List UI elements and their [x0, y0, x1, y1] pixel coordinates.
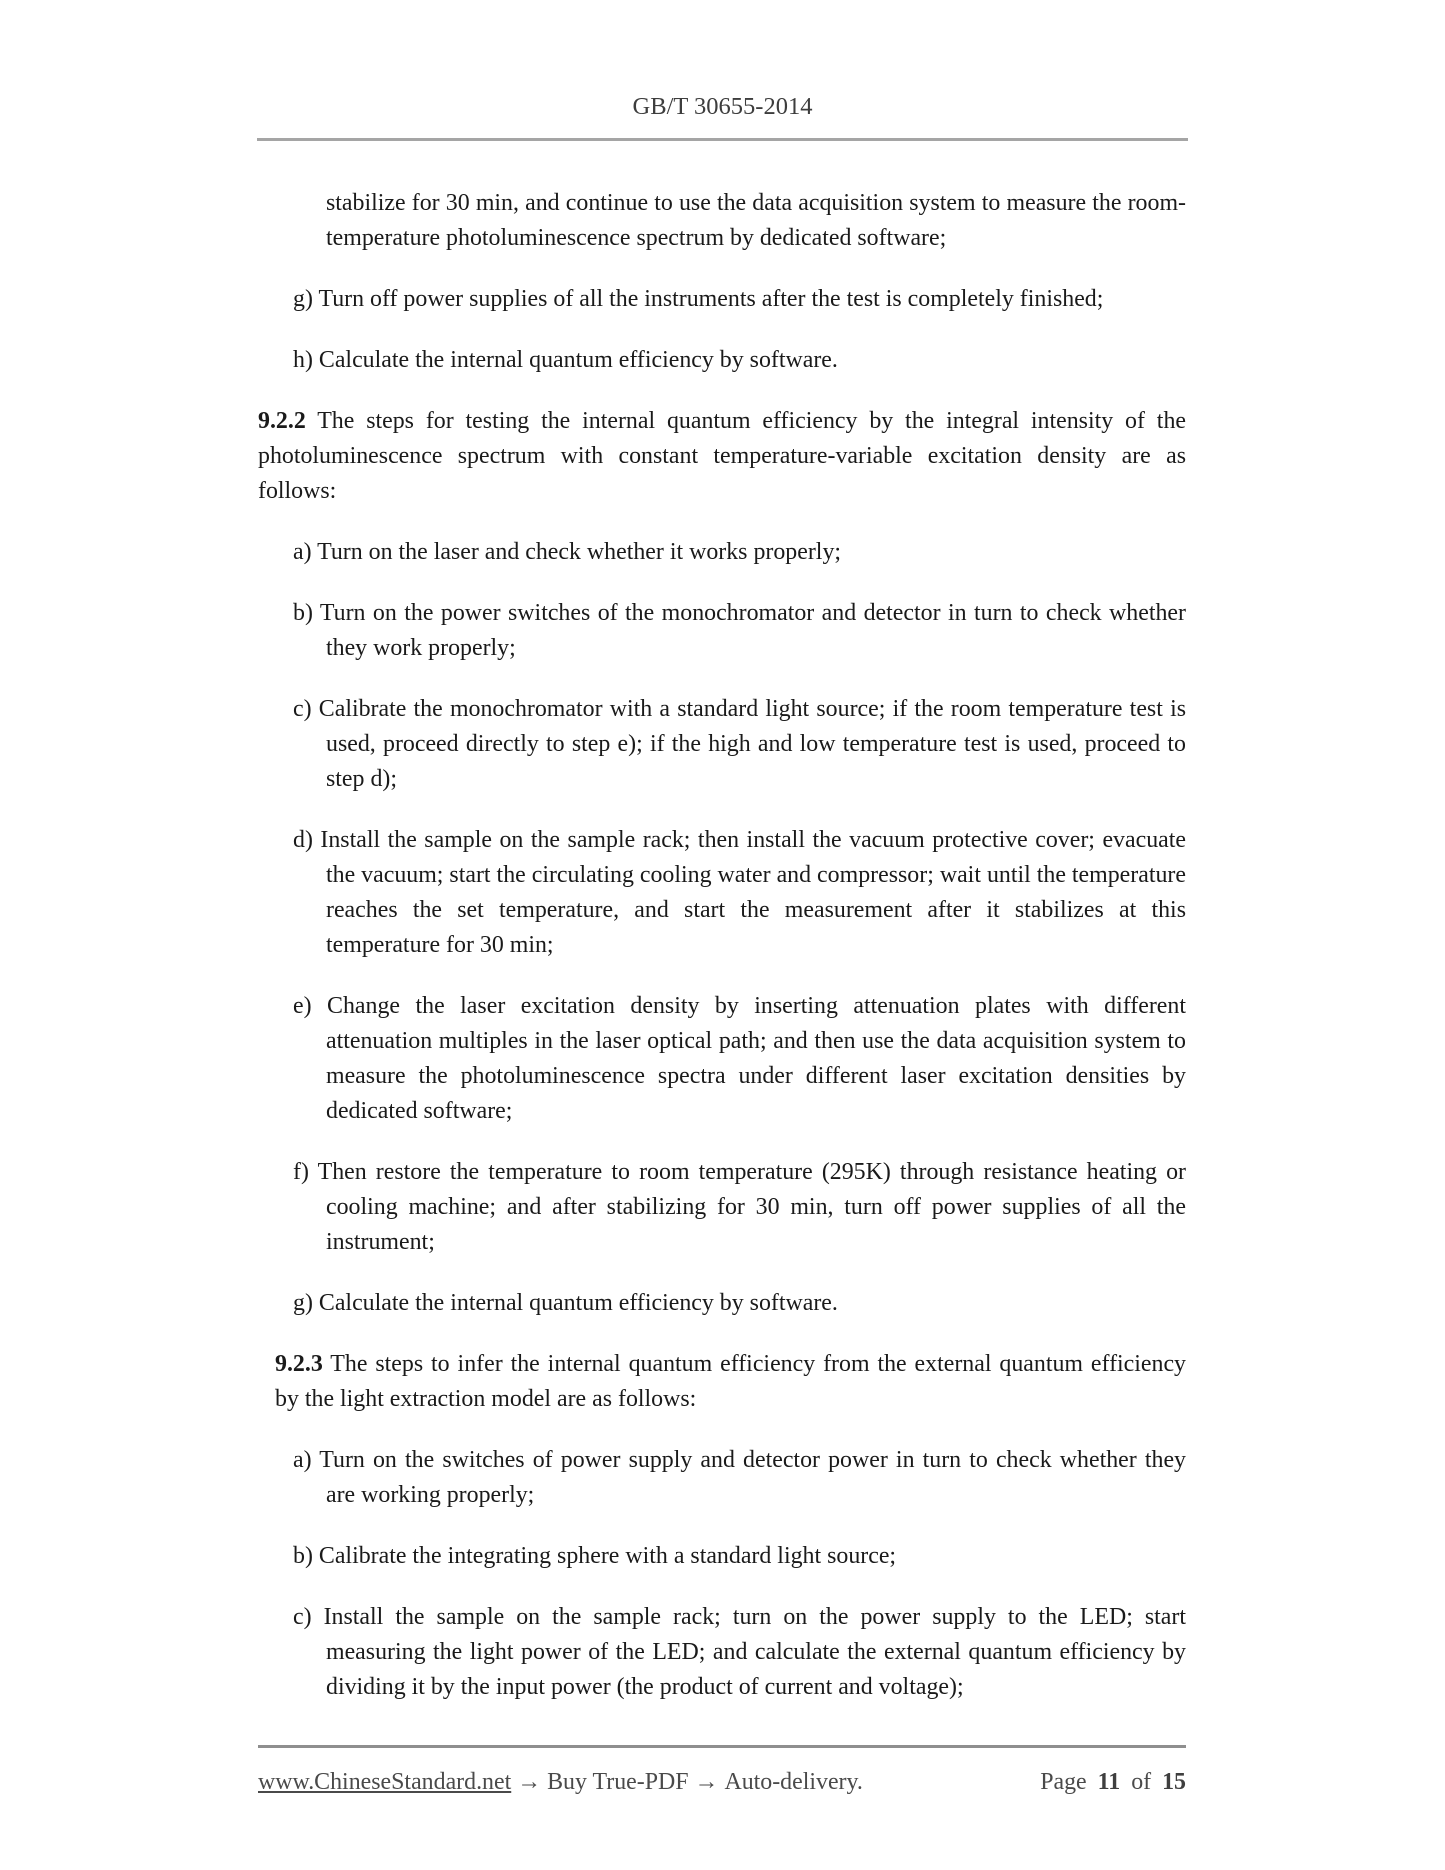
item-label: h): [293, 347, 313, 373]
paragraph-text: Install the sample on the sample rack; then install the vacuum protective cover; evacuate the vacuum; start the circulating cooling water and compressor; wait until the temperature reaches the set temperature, and start the measurement after it stabilizes at this temperature for 30 min;: [320, 827, 1186, 958]
section-number: 9.2.2: [258, 408, 306, 434]
paragraph-text: Change the laser excitation density by inserting attenuation plates with different attenuation multiples in the laser optical path; and then use the data acquisition system to measure the photoluminescence spectra under different laser excitation densities by dedicated software;: [326, 993, 1186, 1124]
list-item: [258, 1539, 1186, 1574]
total-pages: 15: [1162, 1769, 1186, 1795]
paragraph-text: Turn on the switches of power supply and detector power in turn to check whether they are working properly;: [319, 1447, 1186, 1508]
section-paragraph: [275, 1347, 1186, 1417]
section-number: 9.2.3: [275, 1351, 323, 1377]
page-header: [258, 89, 1187, 124]
footer-rule: [258, 1745, 1186, 1748]
document-body: [258, 186, 1186, 1705]
list-item: [258, 823, 1186, 963]
arrow-icon: →: [517, 1769, 542, 1795]
page-indicator: [1040, 1765, 1186, 1800]
paragraph-text: Calculate the internal quantum efficiency by software.: [318, 347, 838, 373]
item-label: c): [293, 696, 312, 722]
list-item: [258, 989, 1186, 1129]
current-page: 11: [1097, 1769, 1121, 1795]
list-item: [258, 596, 1186, 666]
list-item: [258, 535, 1186, 570]
auto-delivery-label: Auto-delivery.: [724, 1769, 863, 1795]
standard-number: GB/T 30655-2014: [632, 93, 813, 120]
header-rule: [257, 138, 1188, 141]
item-label: c): [293, 1604, 312, 1630]
paragraph-text: The steps for testing the internal quantum efficiency by the integral intensity of the photoluminescence spectrum with constant temperature-variable excitation density are as follows:: [258, 408, 1186, 504]
list-item: [258, 1443, 1186, 1513]
of-label: of: [1131, 1769, 1152, 1795]
paragraph-text: stabilize for 30 min, and continue to use the data acquisition system to measure the room-temperature photoluminescence spectrum by dedicated software;: [326, 190, 1186, 251]
page-label: Page: [1040, 1769, 1087, 1795]
buy-pdf-label: Buy True-PDF: [547, 1769, 689, 1795]
paragraph-text: Calibrate the monochromator with a standard light source; if the room temperature test is used, proceed directly to step e); if the high and low temperature test is used, proceed to step d);: [318, 696, 1186, 792]
item-label: g): [293, 286, 313, 312]
paragraph-text: Turn on the power switches of the monochromator and detector in turn to check whether they work properly;: [319, 600, 1186, 661]
item-label: g): [293, 1290, 313, 1316]
item-label: e): [293, 993, 312, 1019]
footer-line: [258, 1765, 1186, 1800]
item-label: a): [293, 1447, 312, 1473]
item-label: d): [293, 827, 313, 853]
footer-source: [258, 1765, 863, 1800]
arrow-icon: →: [694, 1769, 719, 1795]
paragraph-text: Turn on the laser and check whether it works properly;: [317, 539, 842, 565]
list-item: [258, 282, 1186, 317]
paragraph-text: Install the sample on the sample rack; turn on the power supply to the LED; start measuring the light power of the LED; and calculate the external quantum efficiency by dividing it by the input power (the product of current and voltage);: [323, 1604, 1186, 1700]
paragraph-text: Calibrate the integrating sphere with a standard light source;: [318, 1543, 897, 1569]
list-item: [258, 1600, 1186, 1705]
list-item: [258, 1155, 1186, 1260]
item-label: b): [293, 600, 313, 626]
list-item: [258, 343, 1186, 378]
item-label: f): [293, 1159, 309, 1185]
page-footer: [258, 1745, 1186, 1800]
list-item: [258, 1286, 1186, 1321]
item-label: a): [293, 539, 312, 565]
paragraph-text: Calculate the internal quantum efficiency by software.: [318, 1290, 838, 1316]
section-paragraph: [258, 404, 1186, 509]
item-label: b): [293, 1543, 313, 1569]
paragraph-text: Then restore the temperature to room temperature (295K) through resistance heating or cooling machine; and after stabilizing for 30 min, turn off power supplies of all the instrument;: [317, 1159, 1186, 1255]
paragraph-text: The steps to infer the internal quantum efficiency from the external quantum efficiency by the light extraction model are as follows:: [275, 1351, 1186, 1412]
paragraph-text: Turn off power supplies of all the instruments after the test is completely finished;: [318, 286, 1104, 312]
site-link[interactable]: www.ChineseStandard.net: [258, 1769, 512, 1795]
list-item: [258, 692, 1186, 797]
paragraph-continuation: [258, 186, 1186, 256]
